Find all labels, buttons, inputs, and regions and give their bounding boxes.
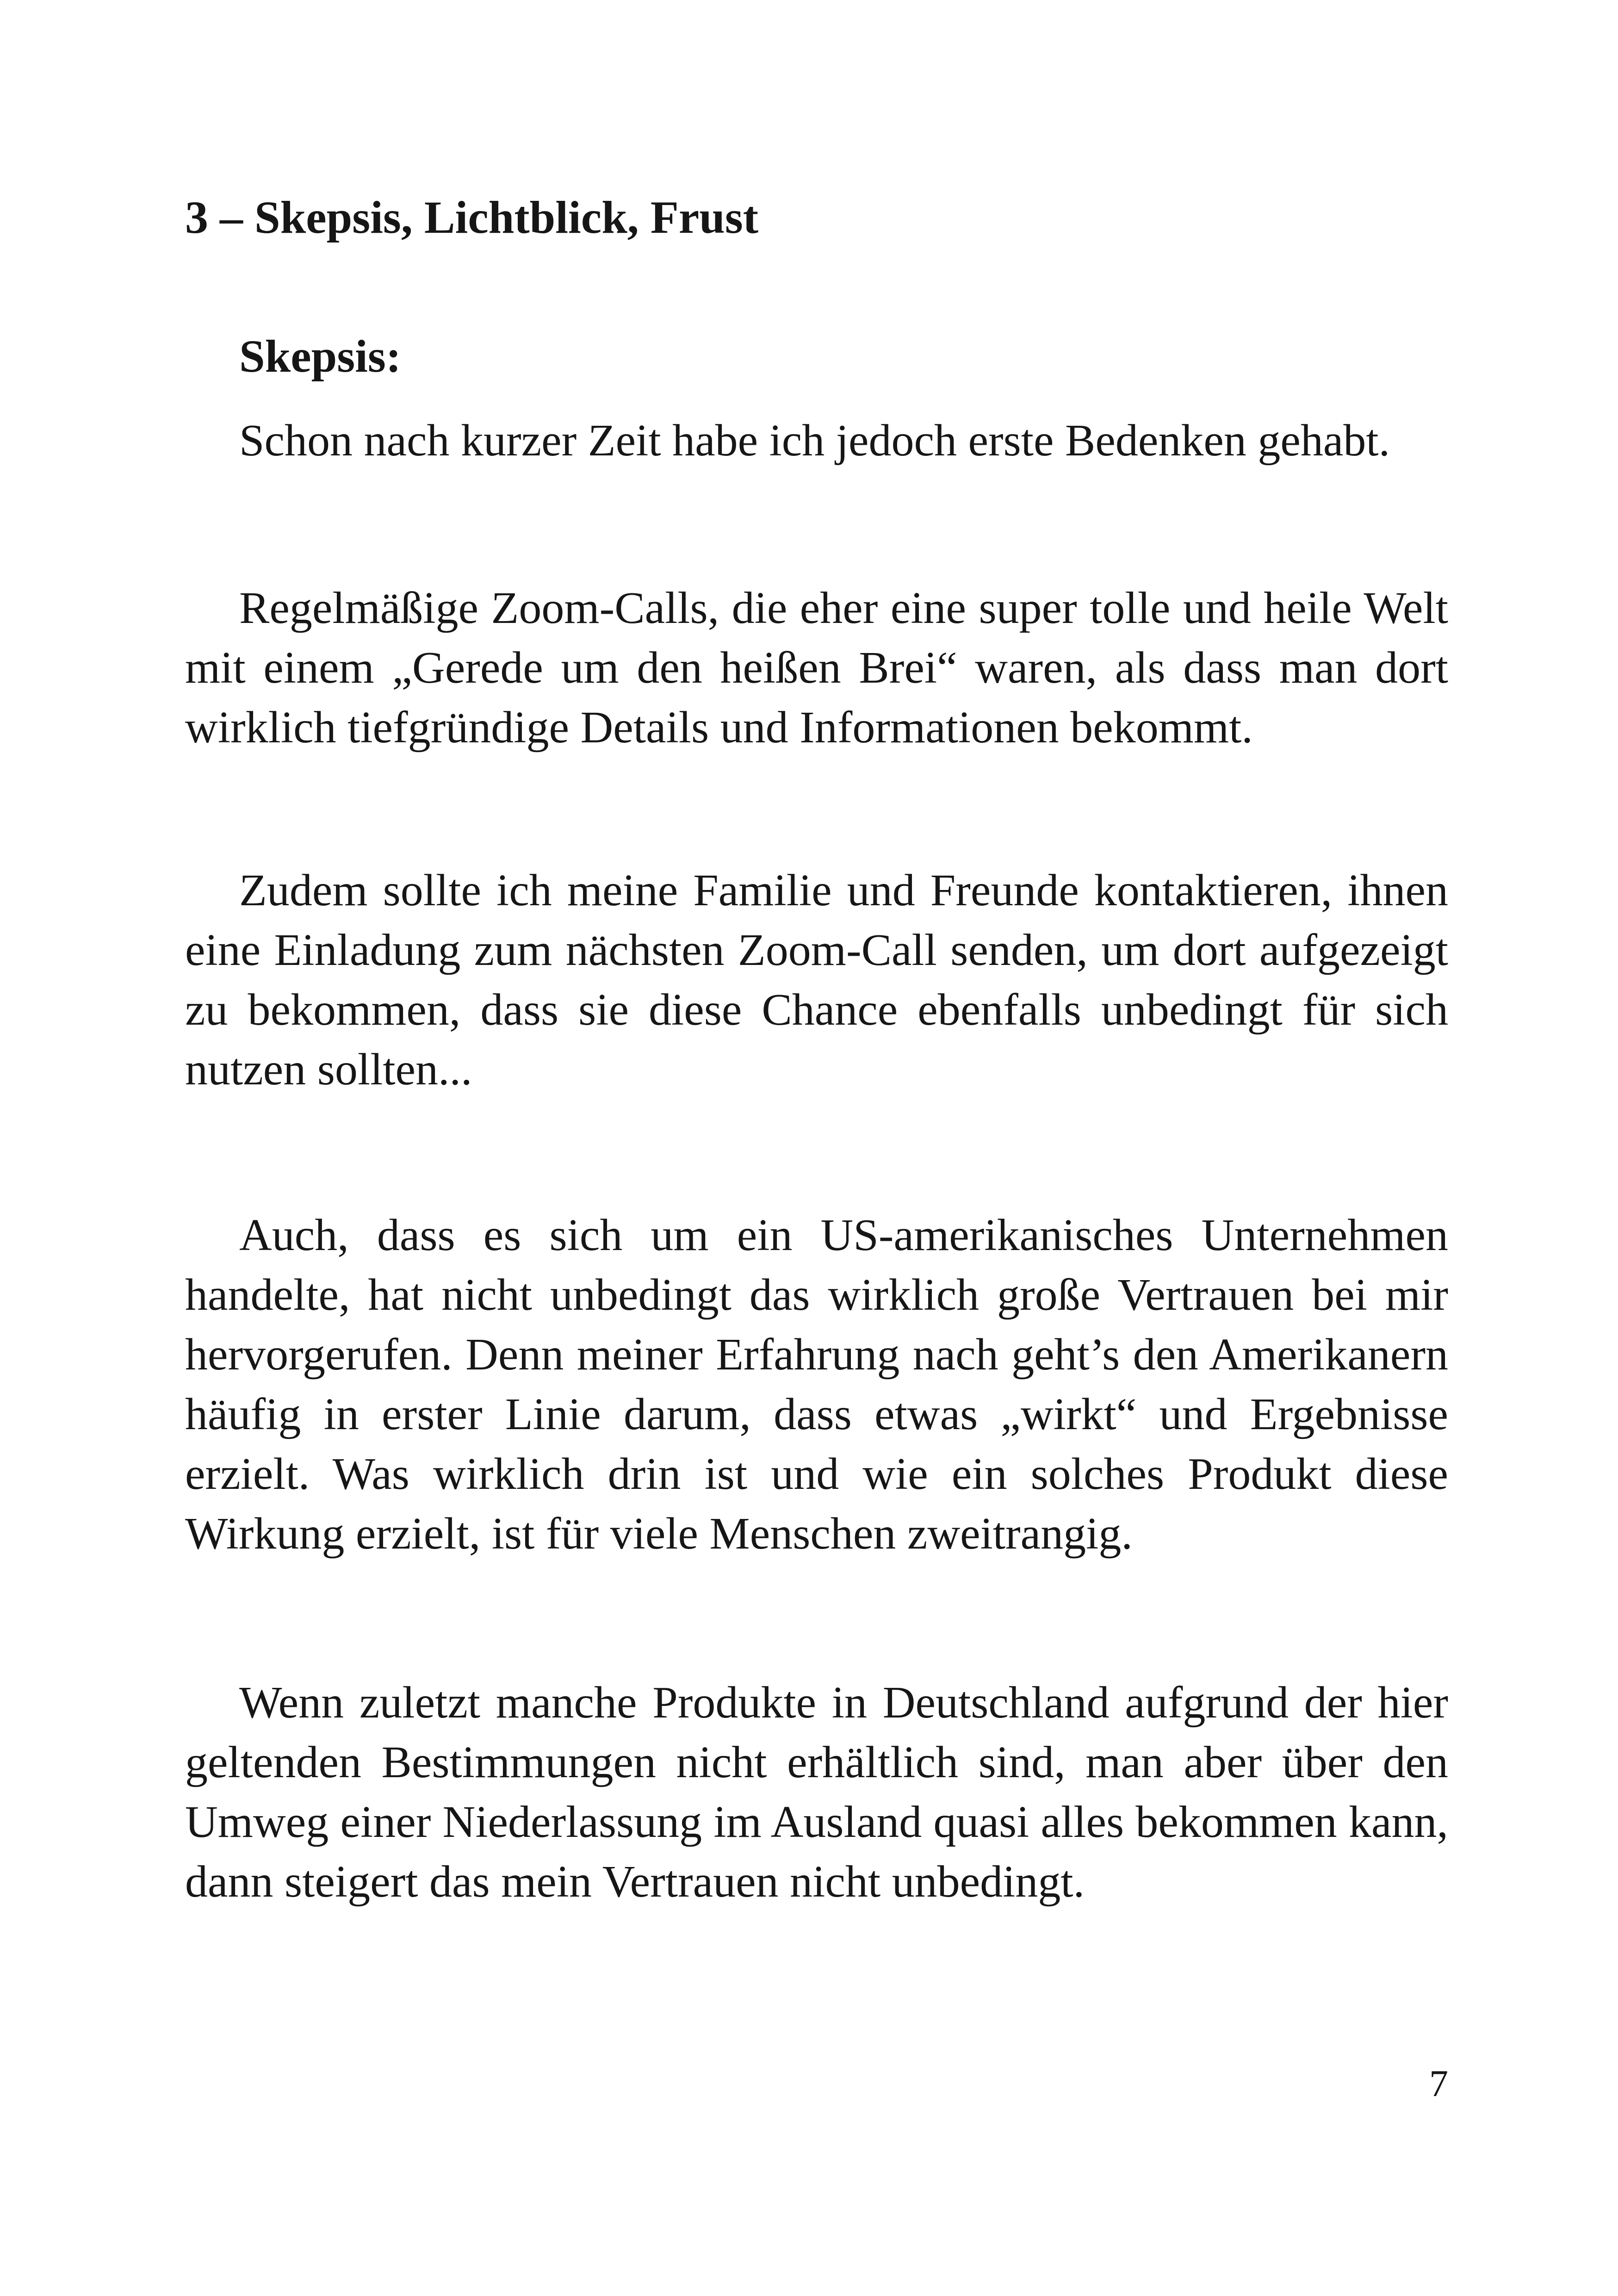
section-heading: Skepsis: [239,330,402,382]
paragraph-2: Regelmäßige Zoom-Calls, die eher eine super tolle und heile Welt mit einem „Gerede um den heißen Brei“ waren, als dass man dort wirklich tiefgründige Details und Informationen bekommt. [185,583,1448,753]
paragraph-3: Zudem sollte ich meine Familie und Freunde kontaktieren, ihnen eine Einladung zum nächsten Zoom-Call senden, um dort aufgezeigt zu bekommen, dass sie diese Chance ebenfalls unbedingt für sich nutzen sollten... [185,865,1448,1095]
page-number: 7 [1429,2062,1448,2104]
paragraph-4: Auch, dass es sich um ein US-amerikanisches Unternehmen handelte, hat nicht unbedingt das wirklich große Vertrauen bei mir hervorgerufen. Denn meiner Erfahrung nach geht’s den Amerikanern häufig in erster Linie darum, dass etwas „wirkt“ und Ergebnisse erzielt. Was wirklich drin ist und wie ein solches Produkt diese Wirkung erzielt, ist für viele Menschen zweitrangig. [185,1210,1448,1559]
chapter-title: 3 – Skepsis, Lichtblick, Frust [185,192,759,243]
paragraph-5: Wenn zuletzt manche Produkte in Deutschland aufgrund der hier geltenden Bestimmungen nicht erhältlich sind, man aber über den Umweg einer Niederlassung im Ausland quasi alles bekommen kann, dann steigert das mein Vertrauen nicht unbedingt. [185,1678,1448,1907]
paragraph-1: Schon nach kurzer Zeit habe ich jedoch erste Bedenken gehabt. [239,416,1390,466]
